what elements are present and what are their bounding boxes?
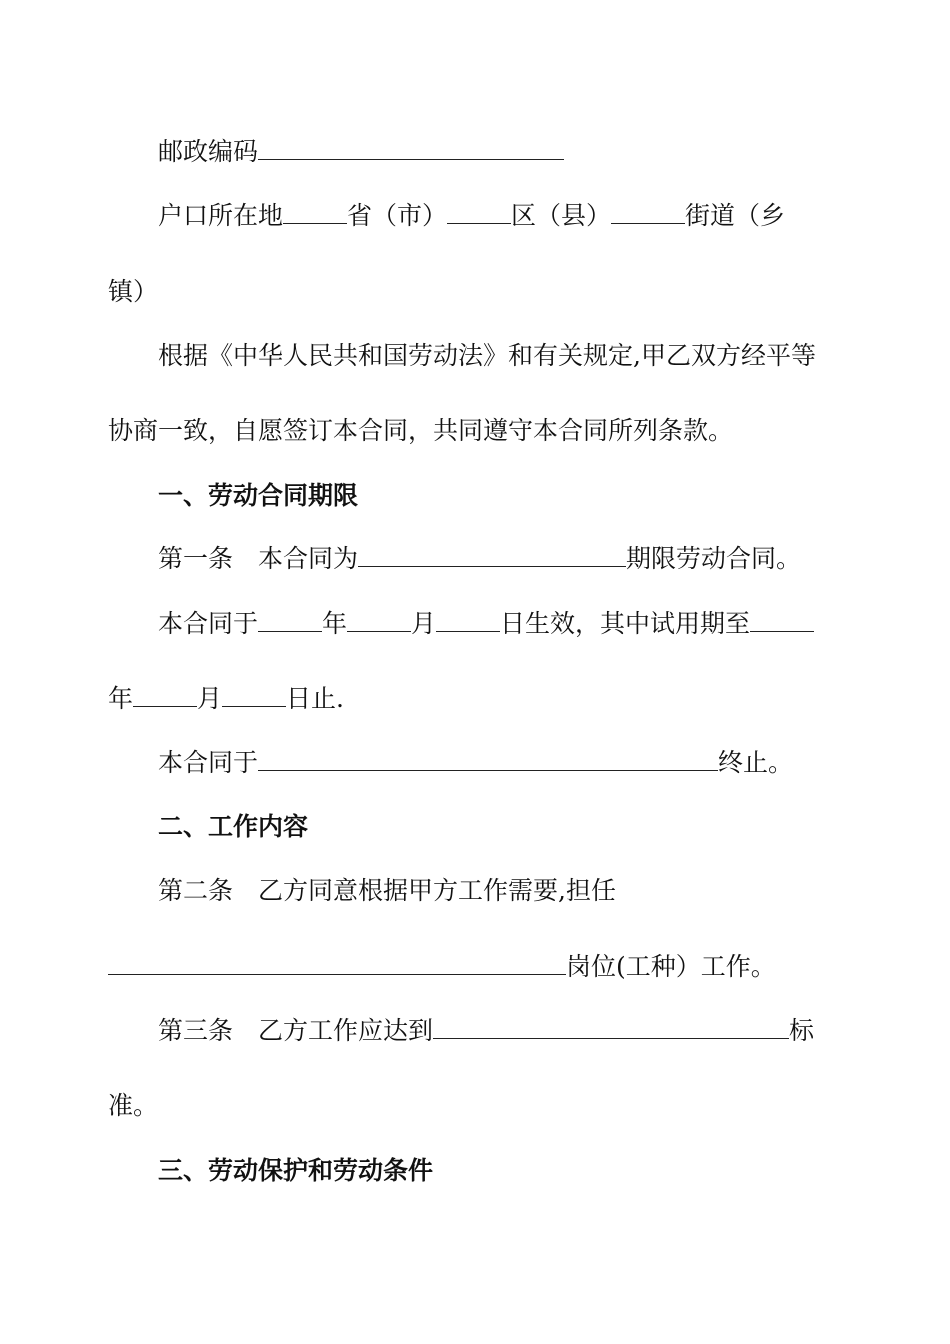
- article-3-prefix: 第三条 乙方工作应达到: [158, 1016, 434, 1045]
- intro-text-2: 协商一致，自愿签订本合同，共同遵守本合同所列条款。: [108, 416, 734, 445]
- section-2-title-text: 二、工作内容: [158, 812, 309, 841]
- effective-month-blank[interactable]: [347, 609, 411, 632]
- probation-day-blank[interactable]: [222, 684, 286, 707]
- section-1-title-text: 一、劳动合同期限: [158, 481, 359, 510]
- effective-year-blank[interactable]: [258, 609, 322, 632]
- probation-end-text: 日止.: [286, 684, 344, 713]
- probation-month-blank[interactable]: [133, 684, 197, 707]
- intro-text-1: 根据《中华人民共和国劳动法》和有关规定,甲乙双方经平等: [158, 341, 816, 370]
- work-standard-blank[interactable]: [433, 1016, 789, 1039]
- article-3-suffix: 标: [789, 1016, 815, 1045]
- intro-line-1: [158, 340, 816, 372]
- month-label: 月: [197, 684, 223, 713]
- article-1-line: [158, 543, 801, 575]
- article-2-line: [158, 875, 616, 907]
- termination-prefix: 本合同于: [158, 748, 259, 777]
- postal-code-blank[interactable]: [258, 137, 564, 160]
- town-label: 镇）: [108, 277, 159, 306]
- year-label: 年: [108, 684, 134, 713]
- town-line: [108, 276, 158, 308]
- section-3-title-text: 三、劳动保护和劳动条件: [158, 1156, 434, 1185]
- section-3-title: [158, 1155, 433, 1187]
- hukou-label: 户口所在地: [158, 201, 284, 230]
- postal-code-line: [158, 136, 564, 168]
- postal-code-label: 邮政编码: [158, 137, 259, 166]
- effective-day-text: 日生效，其中试用期至: [500, 609, 751, 638]
- month-label: 月: [411, 609, 437, 638]
- probation-year-blank[interactable]: [750, 609, 814, 632]
- article-1-prefix: 第一条 本合同为: [158, 544, 359, 573]
- article-3-line: [158, 1015, 814, 1047]
- intro-line-2: [108, 415, 733, 447]
- article-2-text: 第二条 乙方同意根据甲方工作需要,担任: [158, 876, 616, 905]
- article-3-end-line: [108, 1090, 158, 1122]
- province-blank[interactable]: [283, 201, 347, 224]
- article-2-cont-line: [108, 951, 776, 983]
- street-label: 街道（乡: [685, 201, 786, 230]
- probation-end-line: [108, 683, 344, 715]
- effective-day-blank[interactable]: [436, 609, 500, 632]
- province-label: 省（市）: [347, 201, 448, 230]
- article-3-end: 准。: [108, 1091, 159, 1120]
- section-2-title: [158, 811, 308, 843]
- district-blank[interactable]: [447, 201, 511, 224]
- district-label: 区（县）: [511, 201, 612, 230]
- contract-term-blank[interactable]: [358, 544, 626, 567]
- termination-line: [158, 747, 793, 779]
- effective-prefix: 本合同于: [158, 609, 259, 638]
- hukou-line: [158, 200, 785, 232]
- article-1-suffix: 期限劳动合同。: [626, 544, 802, 573]
- year-label: 年: [322, 609, 348, 638]
- section-1-title: [158, 480, 358, 512]
- termination-suffix: 终止。: [718, 748, 794, 777]
- effective-date-line: [158, 608, 814, 640]
- article-2-suffix: 岗位(工种）工作。: [566, 952, 776, 981]
- position-blank[interactable]: [108, 952, 566, 975]
- termination-blank[interactable]: [258, 748, 718, 771]
- street-blank[interactable]: [611, 201, 685, 224]
